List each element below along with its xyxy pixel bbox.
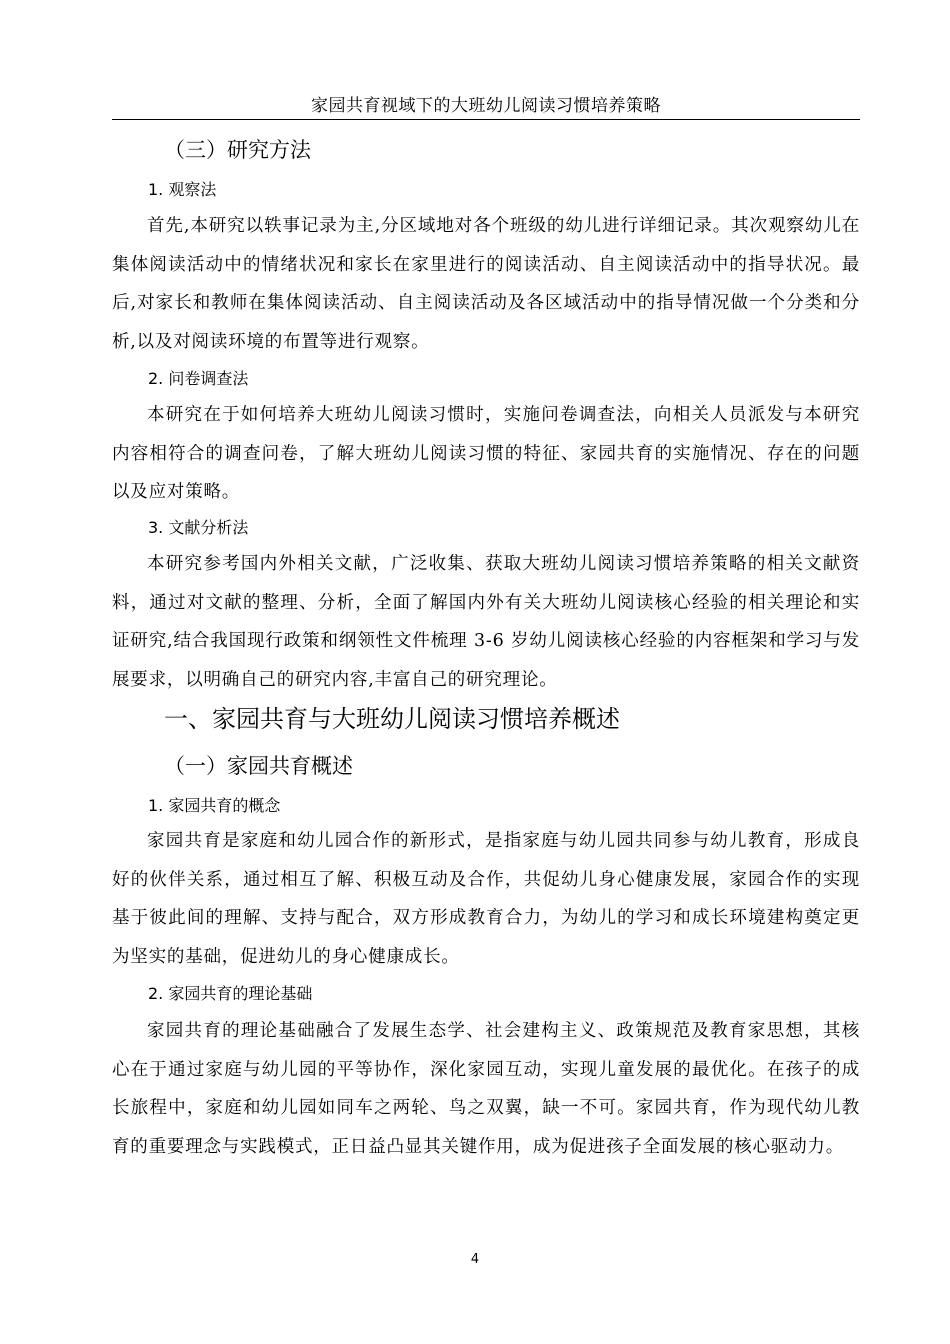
running-header: 家园共育视域下的大班幼儿阅读习惯培养策略 [311, 96, 661, 116]
paragraph-concept: 家园共育是家庭和幼儿园合作的新形式，是指家庭与幼儿园共同参与幼儿教育，形成良好的伙伴关系，通过相互了解、积极互动及合作，共促幼儿身心健康发展，家园合作的实现基于彼此间的理解、支持与配合，双方形成教育合力，为幼儿的学习和成长环境建构奠定更为坚实的基础，促进幼儿的身心健康成长。 [112, 831, 860, 967]
paragraph-questionnaire: 本研究在于如何培养大班幼儿阅读习惯时，实施问卷调查法，向相关人员派发与本研究内容相符合的调查问卷，了解大班幼儿阅读习惯的特征、家园共育的实施情况、存在的问题以及应对策略。 [112, 405, 860, 502]
section-heading-research-methods: （三）研究方法 [164, 138, 311, 162]
page-number: 4 [470, 1252, 480, 1267]
section-heading-home-school: （一）家园共育概述 [164, 754, 353, 778]
subheading-observation: 1. 观察法 [148, 180, 217, 199]
header-divider [112, 119, 860, 120]
subheading-concept: 1. 家园共育的概念 [148, 796, 281, 815]
paragraph-observation: 首先,本研究以轶事记录为主,分区域地对各个班级的幼儿进行详细记录。其次观察幼儿在集体阅读活动中的情绪状况和家长在家里进行的阅读活动、自主阅读活动中的指导状况。最后,对家长和教师在集体阅读活动、自主阅读活动及各区域活动中的指导情况做一个分类和分析,以及对阅读环境的布置等进行观察。 [112, 216, 860, 352]
subheading-questionnaire: 2. 问卷调查法 [148, 369, 249, 388]
subheading-theory: 2. 家园共育的理论基础 [148, 984, 313, 1003]
chapter-heading: 一、家园共育与大班幼儿阅读习惯培养概述 [164, 705, 620, 733]
paragraph-literature: 本研究参考国内外相关文献，广泛收集、获取大班幼儿阅读习惯培养策略的相关文献资料，通过对文献的整理、分析，全面了解国内外有关大班幼儿阅读核心经验的相关理论和实证研究,结合我国现行政策和纲领性文件梳理 3-6 岁幼儿阅读核心经验的内容框架和学习与发展要求，以明确自己的研究内容,丰富自己的研究理论。 [112, 554, 860, 690]
paragraph-theory: 家园共育的理论基础融合了发展生态学、社会建构主义、政策规范及教育家思想，其核心在于通过家庭与幼儿园的平等协作，深化家园互动，实现儿童发展的最优化。在孩子的成长旅程中，家庭和幼儿园如同车之两轮、鸟之双翼，缺一不可。家园共育，作为现代幼儿教育的重要理念与实践模式，正日益凸显其关键作用，成为促进孩子全面发展的核心驱动力。 [112, 1021, 860, 1157]
subheading-literature: 3. 文献分析法 [148, 518, 249, 537]
